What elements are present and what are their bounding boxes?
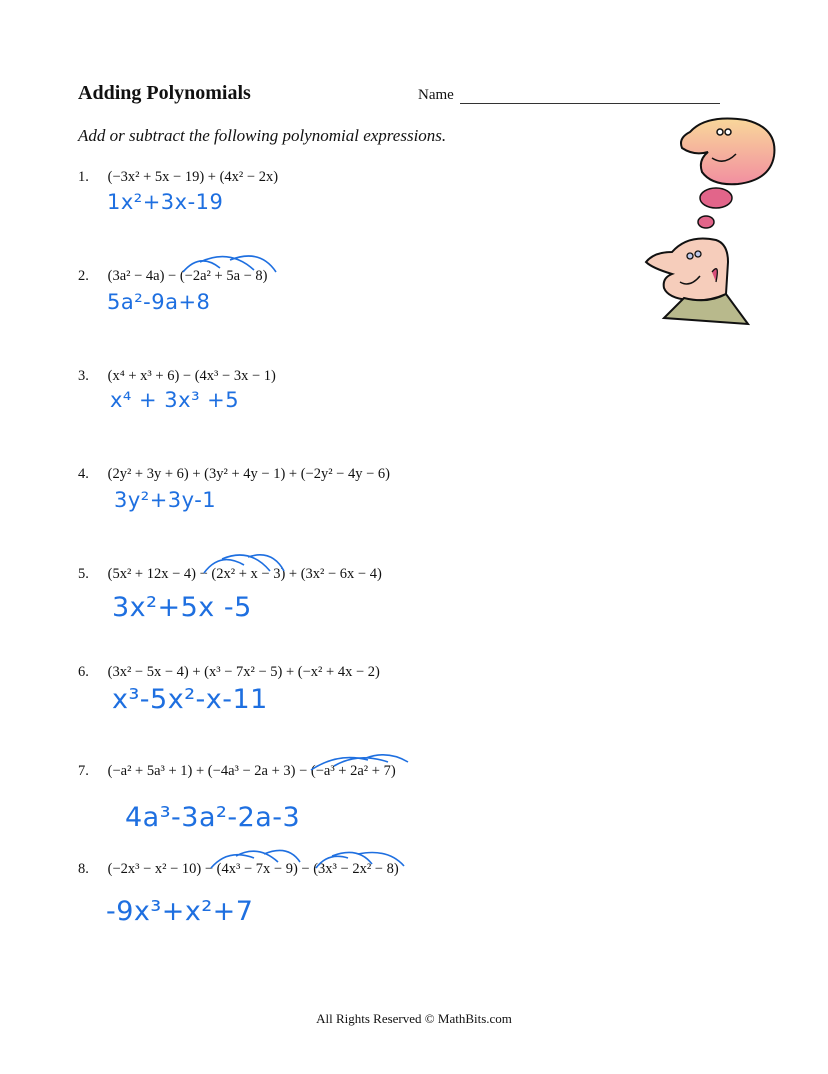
handwritten-answer-5: 3x²+5x -5 [112, 592, 252, 623]
problem-expression: (−2x³ − x² − 10) − (4x³ − 7x − 9) − (3x³ − 2x² − 8) [107, 861, 399, 877]
problem-7 [78, 763, 396, 780]
problem-expression: (3a² − 4a) − (−2a² + 5a − 8) [107, 268, 268, 284]
copyright-footer: All Rights Reserved © MathBits.com [316, 1011, 512, 1026]
handwritten-answer-4: 3y²+3y-1 [114, 488, 217, 512]
name-field-line[interactable] [460, 103, 720, 104]
problem-1 [78, 169, 278, 186]
problem-number: 6. [78, 664, 89, 680]
problem-3 [78, 368, 276, 385]
problem-expression: (5x² + 12x − 4) − (2x² + x − 3) + (3x² − 6x − 4) [107, 566, 382, 582]
handwritten-answer-8: -9x³+x²+7 [106, 896, 254, 927]
name-label: Name [418, 87, 454, 103]
thinking-face-icon [628, 112, 788, 332]
worksheet-title: Adding Polynomials [78, 82, 251, 104]
problem-expression: (−3x² + 5x − 19) + (4x² − 2x) [107, 169, 279, 185]
problem-number: 1. [78, 169, 89, 185]
problem-4 [78, 466, 390, 483]
problem-number: 3. [78, 368, 89, 384]
problem-expression: (x⁴ + x³ + 6) − (4x³ − 3x − 1) [107, 368, 276, 384]
problem-2 [78, 268, 268, 285]
problem-8 [78, 861, 399, 878]
instructions: Add or subtract the following polynomial expressions. [78, 126, 447, 145]
problem-5 [78, 566, 382, 583]
problem-number: 8. [78, 861, 89, 877]
handwritten-answer-6: x³-5x²-x-11 [112, 684, 268, 715]
problem-expression: (3x² − 5x − 4) + (x³ − 7x² − 5) + (−x² + 4x − 2) [107, 664, 380, 680]
handwritten-answer-2: 5a²-9a+8 [107, 290, 211, 314]
problem-number: 5. [78, 566, 89, 582]
handwritten-answer-1: 1x²+3x-19 [107, 190, 224, 214]
handwritten-answer-3: x⁴ + 3x³ +5 [110, 388, 240, 412]
problem-number: 2. [78, 268, 89, 284]
handwritten-answer-7: 4a³-3a²-2a-3 [125, 802, 301, 833]
problem-expression: (−a² + 5a³ + 1) + (−4a³ − 2a + 3) − (−a³ + 2a² + 7) [107, 763, 396, 779]
problem-number: 7. [78, 763, 89, 779]
problem-number: 4. [78, 466, 89, 482]
problem-6 [78, 664, 380, 681]
problem-expression: (2y² + 3y + 6) + (3y² + 4y − 1) + (−2y² − 4y − 6) [107, 466, 390, 482]
